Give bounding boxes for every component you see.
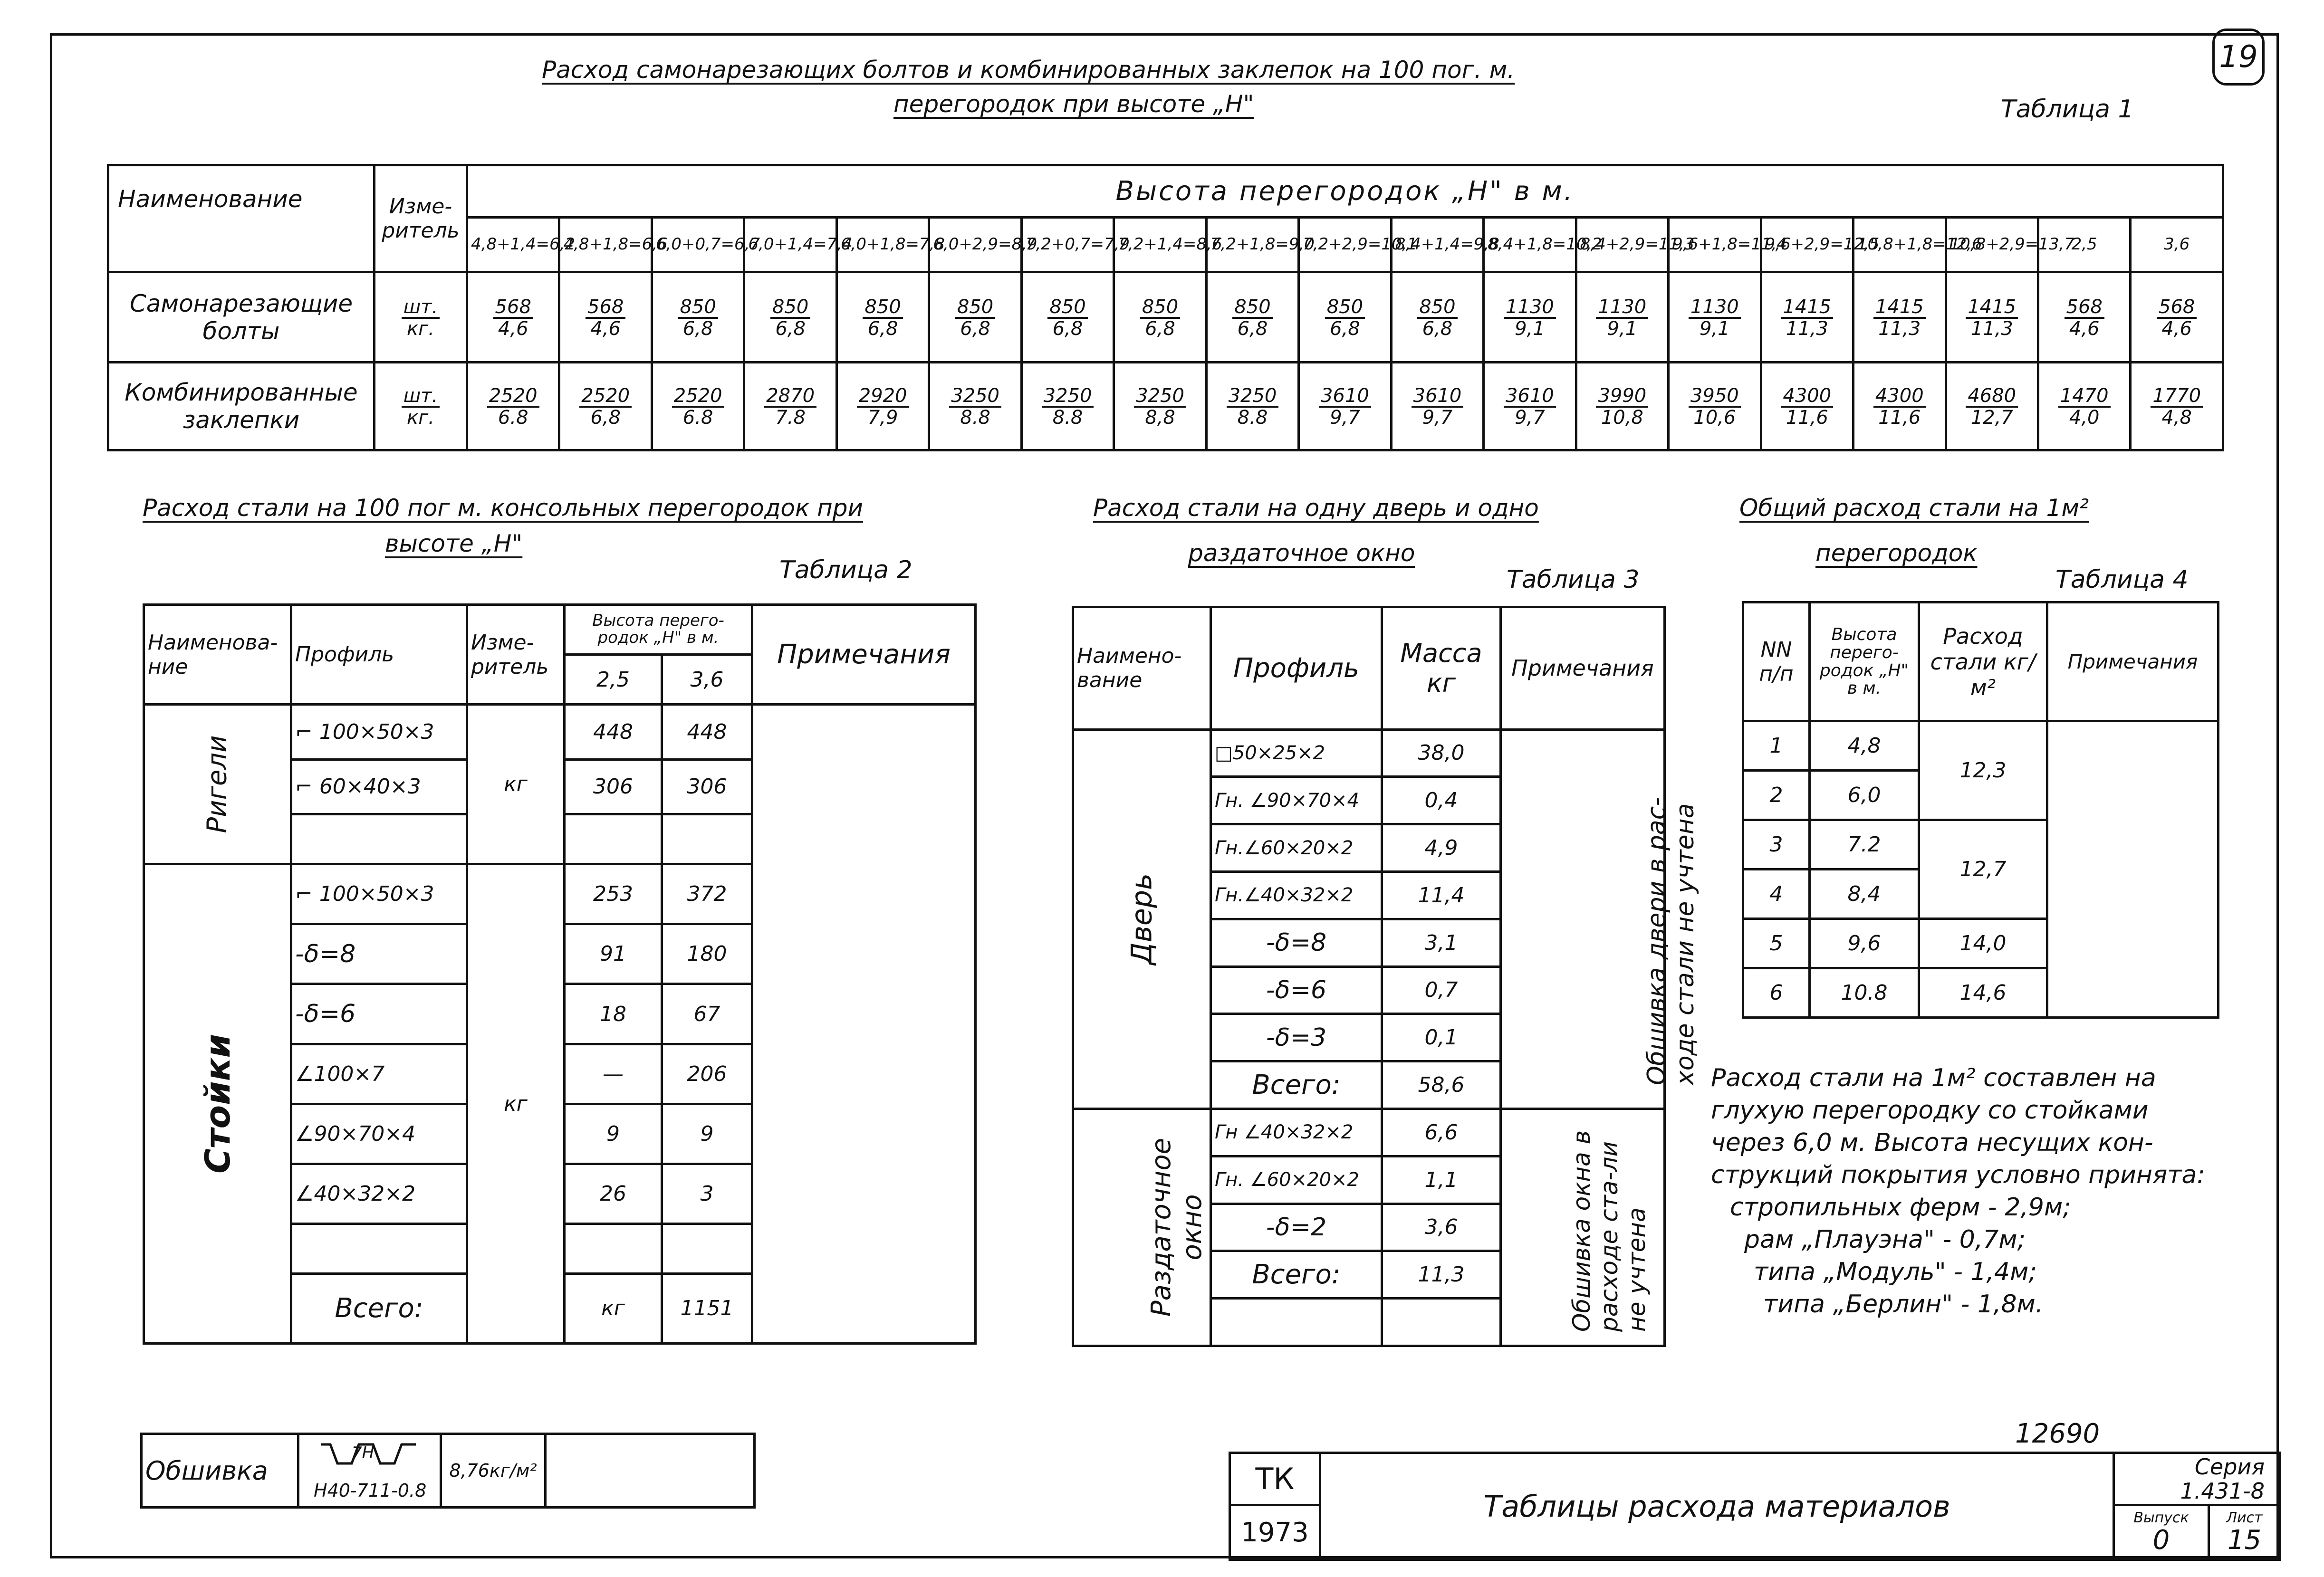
table1-header-unit: Изме-ритель xyxy=(375,165,467,272)
cell-count: 850 xyxy=(955,297,995,319)
stamp-tk: ТК xyxy=(1230,1453,1320,1505)
table4-height: 10.8 xyxy=(1810,968,1919,1018)
table4-header-height: Высота перего-родок „H" в м. xyxy=(1810,602,1919,721)
table4-title-line2: перегородок xyxy=(1815,539,1978,567)
cell-count: 850 xyxy=(1232,297,1272,319)
table1-height-col: 6,0+1,4=7,4 xyxy=(744,218,836,272)
cell-weight: 6.8 xyxy=(682,407,713,429)
table2-value: 18 xyxy=(565,984,662,1044)
table2-unit: кг xyxy=(467,864,565,1344)
table1-row-name: Самонарезающие болты xyxy=(108,272,375,363)
table2-total-v1: 1151 xyxy=(662,1273,752,1343)
table1-header-name: Наименование xyxy=(108,165,375,272)
table1-cell xyxy=(467,272,559,363)
cell-count: 568 xyxy=(2065,297,2104,319)
table1-height-col: 9,6+1,8=11,4 xyxy=(1669,218,1761,272)
cell-weight: 9,1 xyxy=(1607,317,1638,340)
table2-value: 9 xyxy=(565,1104,662,1164)
table3-profile: Гн.∠40×32×2 xyxy=(1211,871,1382,919)
cell-count: 3250 xyxy=(1134,386,1186,408)
cell-weight: 8.8 xyxy=(1237,407,1268,429)
cell-count: 850 xyxy=(1140,297,1180,319)
table1-cell xyxy=(652,363,744,450)
note-line: через 6,0 м. Высота несущих кон- xyxy=(1711,1128,2153,1157)
table3-mass: 11,4 xyxy=(1382,871,1501,919)
table1-cell xyxy=(1299,272,1391,363)
table4-num: 3 xyxy=(1743,820,1810,870)
table3-profile: Гн. ∠90×70×4 xyxy=(1211,777,1382,824)
cell-count: 4300 xyxy=(1873,386,1926,408)
document-number: 12690 xyxy=(2015,1418,2100,1449)
cell-count: 850 xyxy=(678,297,718,319)
unit-top: шт. xyxy=(402,386,440,408)
table1-cell xyxy=(559,363,652,450)
cell-weight: 6,8 xyxy=(1330,317,1360,340)
table2-value: 67 xyxy=(662,984,752,1044)
table2-header-notes: Примечания xyxy=(752,605,976,705)
table1-height-col: 7,2+1,8=9,0 xyxy=(1206,218,1298,272)
table4-height: 7.2 xyxy=(1810,820,1919,870)
table2-group-rigeli: Ригели xyxy=(144,705,291,864)
stamp-issue-value: 0 xyxy=(2152,1524,2170,1556)
cell-count: 4300 xyxy=(1781,386,1833,408)
table1-height-col: 2,5 xyxy=(2038,218,2130,272)
stamp-title: Таблицы расхода материалов xyxy=(1320,1453,2114,1560)
table2-value: 206 xyxy=(662,1044,752,1104)
table2-profile: -δ=6 xyxy=(291,984,467,1044)
table1-cell xyxy=(929,272,1021,363)
table1-cell xyxy=(744,272,836,363)
cell-weight: 6,8 xyxy=(1237,317,1268,340)
table1-cell xyxy=(1391,363,1483,450)
table2-title-line2: высоте „H" xyxy=(385,530,523,557)
cell-weight: 4,6 xyxy=(498,317,528,340)
table3-header-name: Наимено-вание xyxy=(1073,607,1211,730)
table3-door-note: Обшивка двери в рас-ходе стали не учтена xyxy=(1501,729,1665,1109)
cell-weight: 4,6 xyxy=(2069,317,2100,340)
table1-cell xyxy=(1206,272,1298,363)
cell-weight: 6,8 xyxy=(1145,317,1175,340)
table2-caption: Таблица 2 xyxy=(779,556,912,584)
table3-caption: Таблица 3 xyxy=(1507,565,1640,594)
table2-value: 372 xyxy=(662,864,752,924)
table1-cell xyxy=(1299,363,1391,450)
cell-count: 850 xyxy=(1047,297,1087,319)
stamp-issue-label: Выпуск xyxy=(2133,1509,2189,1526)
table2-profile: -δ=8 xyxy=(291,924,467,984)
table3-mass: 0,4 xyxy=(1382,777,1501,824)
page-number-badge: 19 xyxy=(2212,29,2265,86)
table3-profile: Гн.∠60×20×2 xyxy=(1211,824,1382,872)
table1-cell xyxy=(1484,272,1576,363)
table4-notes-cell xyxy=(2047,721,2218,1018)
table4 xyxy=(1742,601,2219,1019)
table1-cell xyxy=(1669,363,1761,450)
table4-num: 1 xyxy=(1743,721,1810,771)
cell-count: 1130 xyxy=(1596,297,1648,319)
table1-row-unit xyxy=(375,272,467,363)
table4-rate: 12,3 xyxy=(1919,721,2047,820)
cell-count: 1130 xyxy=(1689,297,1741,319)
table2-value: 253 xyxy=(565,864,662,924)
cell-weight: 6,8 xyxy=(682,317,713,340)
table1-cell xyxy=(2038,363,2130,450)
cell-weight: 4,0 xyxy=(2069,407,2100,429)
table1-cell xyxy=(652,272,744,363)
table1-height-col: 6,0+1,8=7,8 xyxy=(836,218,929,272)
table3-total-label: Всего: xyxy=(1211,1061,1382,1109)
table3-mass: 6,6 xyxy=(1382,1109,1501,1156)
table1-cell xyxy=(1761,363,1853,450)
table4-header-rate: Расход стали кг/м² xyxy=(1919,602,2047,721)
table1-cell xyxy=(744,363,836,450)
table1-cell xyxy=(836,272,929,363)
table3-header-profile: Профиль xyxy=(1211,607,1382,730)
table1-height-col: 6,0+2,9=8,9 xyxy=(929,218,1021,272)
table1-cell xyxy=(1021,272,1114,363)
table2-profile: ⌐ 100×50×3 xyxy=(291,705,467,760)
table1-height-col: 3,6 xyxy=(2131,218,2223,272)
table1-height-col: 7,2+1,4=8,6 xyxy=(1114,218,1206,272)
cell-weight: 8,8 xyxy=(1145,407,1175,429)
note-line: типа „Берлин" - 1,8м. xyxy=(1763,1290,2044,1319)
table1-cell xyxy=(2131,272,2223,363)
table1-cell xyxy=(1946,272,2038,363)
cell-count: 1770 xyxy=(2151,386,2203,408)
table2-value: 306 xyxy=(565,759,662,814)
cell-count: 1415 xyxy=(1966,297,2018,319)
table3-window-note: Обшивка окна в расходе ста-ли не учтена xyxy=(1501,1109,1665,1346)
table1-caption: Таблица 1 xyxy=(2001,95,2134,124)
cell-weight: 11,6 xyxy=(1786,407,1828,429)
cell-weight: 9,7 xyxy=(1515,407,1545,429)
table2-h2: 3,6 xyxy=(662,655,752,705)
cell-count: 3990 xyxy=(1596,386,1648,408)
cell-weight: 6,8 xyxy=(775,317,806,340)
table3-profile: Гн ∠40×32×2 xyxy=(1211,1109,1382,1156)
table4-height: 9,6 xyxy=(1810,919,1919,968)
table3-title-line2: раздаточное окно xyxy=(1188,539,1415,567)
table3-group-door: Дверь xyxy=(1073,729,1211,1109)
note-line: рам „Плауэна" - 0,7м; xyxy=(1744,1225,2026,1254)
cell-count: 2520 xyxy=(487,386,539,408)
table2-value: 448 xyxy=(565,705,662,760)
table4-num: 4 xyxy=(1743,870,1810,919)
stamp-series xyxy=(2114,1453,2280,1505)
table4-header-num: NN п/п xyxy=(1743,602,1810,721)
table3-header-notes: Примечания xyxy=(1501,607,1665,730)
table2-value: 306 xyxy=(662,759,752,814)
cell-weight: 11,3 xyxy=(1786,317,1828,340)
table1-cell xyxy=(929,363,1021,450)
table1-height-col: 6,0+0,7=6,7 xyxy=(652,218,744,272)
table2-value: 26 xyxy=(565,1164,662,1223)
table1-height-col: 8,4+1,4=9,8 xyxy=(1391,218,1483,272)
note-line: стропильных ферм - 2,9м; xyxy=(1730,1193,2071,1222)
table2-total-unit: кг xyxy=(565,1273,662,1343)
table2-value: — xyxy=(565,1044,662,1104)
table3-title-line1: Расход стали на одну дверь и одно xyxy=(1093,494,1539,522)
unit-bottom: кг. xyxy=(407,317,434,340)
table1-height-col: 7,2+2,9=10,1 xyxy=(1299,218,1391,272)
cladding-box xyxy=(140,1433,756,1509)
table1-height-col: 8,4+2,9=11,3 xyxy=(1576,218,1668,272)
cell-weight: 10,6 xyxy=(1693,407,1736,429)
table4-rate: 14,6 xyxy=(1919,968,2047,1018)
table3-mass: 38,0 xyxy=(1382,729,1501,777)
table3-header-mass: Масса кг xyxy=(1382,607,1501,730)
note-line: Расход стали на 1м² составлен на xyxy=(1711,1064,2156,1092)
cell-weight: 6,8 xyxy=(867,317,898,340)
table1-cell xyxy=(1114,272,1206,363)
table1-height-col: 9,6+2,9=12,5 xyxy=(1761,218,1853,272)
table3-group-window: Раздаточное окно xyxy=(1073,1109,1211,1346)
cell-count: 3250 xyxy=(949,386,1001,408)
cell-weight: 9,1 xyxy=(1515,317,1545,340)
note-line: глухую перегородку со стойками xyxy=(1711,1096,2149,1125)
cell-count: 3610 xyxy=(1319,386,1371,408)
table4-rate: 14,0 xyxy=(1919,919,2047,968)
table1-row-name: Комбинированные заклепки xyxy=(108,363,375,450)
table2-profile: ∠90×70×4 xyxy=(291,1104,467,1164)
table4-title-line1: Общий расход стали на 1м² xyxy=(1739,494,2089,522)
cell-count: 1130 xyxy=(1504,297,1556,319)
table1-cell xyxy=(1853,363,1946,450)
table4-height: 4,8 xyxy=(1810,721,1919,771)
cell-count: 568 xyxy=(586,297,625,319)
table4-height: 6,0 xyxy=(1810,771,1919,820)
table1 xyxy=(107,164,2224,451)
cell-count: 850 xyxy=(1325,297,1365,319)
table2-h1: 2,5 xyxy=(565,655,662,705)
table1-cell xyxy=(2038,272,2130,363)
table3-profile: Гн. ∠60×20×2 xyxy=(1211,1156,1382,1204)
cell-count: 1415 xyxy=(1781,297,1833,319)
table3-profile: -δ=8 xyxy=(1211,919,1382,966)
unit-bottom: кг. xyxy=(407,407,434,429)
table2-total-label: Всего: xyxy=(291,1273,467,1343)
table1-cell xyxy=(1669,272,1761,363)
cell-count: 850 xyxy=(770,297,810,319)
table2-value: 9 xyxy=(662,1104,752,1164)
cell-weight: 4,6 xyxy=(2161,317,2192,340)
cell-count: 850 xyxy=(863,297,903,319)
note-line: струкций покрытия условно принята: xyxy=(1711,1161,2205,1189)
table1-height-col: 4,8+1,8=6,6 xyxy=(559,218,652,272)
table1-cell xyxy=(836,363,929,450)
cell-weight: 7.8 xyxy=(775,407,806,429)
table1-cell xyxy=(1853,272,1946,363)
cell-count: 850 xyxy=(1417,297,1457,319)
cell-weight: 6,8 xyxy=(960,317,990,340)
table2-value: 3 xyxy=(662,1164,752,1223)
table1-cell xyxy=(1206,363,1298,450)
cell-count: 4680 xyxy=(1966,386,2018,408)
table4-header-notes: Примечания xyxy=(2047,602,2218,721)
table3-total-label: Всего: xyxy=(1211,1251,1382,1299)
stamp-sheet-value: 15 xyxy=(2227,1524,2262,1556)
cladding-weight: 8,76кг/м² xyxy=(441,1434,546,1508)
table1-height-col: 7,2+0,7=7,9 xyxy=(1021,218,1114,272)
table2-header-unit: Изме-ритель xyxy=(467,605,565,705)
table3-mass: 0,1 xyxy=(1382,1014,1501,1061)
table4-num: 6 xyxy=(1743,968,1810,1018)
cell-weight: 6,8 xyxy=(1422,317,1453,340)
cell-count: 3610 xyxy=(1504,386,1556,408)
cell-count: 2920 xyxy=(857,386,909,408)
table3-mass: 1,1 xyxy=(1382,1156,1501,1204)
table2 xyxy=(143,603,977,1345)
table2-value: 448 xyxy=(662,705,752,760)
table1-cell xyxy=(2131,363,2223,450)
cell-count: 1415 xyxy=(1873,297,1926,319)
table3-profile: □50×25×2 xyxy=(1211,729,1382,777)
cell-weight: 8.8 xyxy=(960,407,990,429)
table2-title-line1: Расход стали на 100 пог м. консольных перегородок при xyxy=(143,494,863,522)
cell-weight: 6,8 xyxy=(590,407,621,429)
table1-cell xyxy=(559,272,652,363)
table4-rate: 12,7 xyxy=(1919,820,2047,919)
cell-count: 3250 xyxy=(1227,386,1279,408)
table3-mass: 3,6 xyxy=(1382,1204,1501,1251)
table1-cell xyxy=(1761,272,1853,363)
cell-weight: 6,8 xyxy=(1052,317,1083,340)
table1-title-line2: перегородок при высоте „H" xyxy=(893,90,1254,118)
cell-count: 3610 xyxy=(1412,386,1464,408)
cell-weight: 11,6 xyxy=(1878,407,1921,429)
cell-count: 3250 xyxy=(1042,386,1094,408)
stamp-year: 1973 xyxy=(1230,1505,1320,1560)
table2-value: 91 xyxy=(565,924,662,984)
table1-cell xyxy=(1576,272,1668,363)
table4-num: 2 xyxy=(1743,771,1810,820)
table3-mass: 3,1 xyxy=(1382,919,1501,966)
cladding-profile xyxy=(298,1434,441,1508)
table1-height-col: 10,8+1,8=12,6 xyxy=(1853,218,1946,272)
cell-weight: 11,3 xyxy=(1878,317,1921,340)
table2-header-name: Наименова-ние xyxy=(144,605,291,705)
unit-top: шт. xyxy=(402,297,440,319)
table3-profile: -δ=6 xyxy=(1211,966,1382,1014)
cell-weight: 12,7 xyxy=(1970,407,2013,429)
table1-height-col: 8,4+1,8=10,2 xyxy=(1484,218,1576,272)
cell-weight: 10,8 xyxy=(1601,407,1643,429)
cell-weight: 9,1 xyxy=(1700,317,1730,340)
table1-row-unit xyxy=(375,363,467,450)
table1-cell xyxy=(1021,363,1114,450)
title-block xyxy=(1229,1452,2281,1561)
cell-weight: 4,8 xyxy=(2161,407,2192,429)
cell-count: 568 xyxy=(493,297,533,319)
cell-count: 3950 xyxy=(1689,386,1741,408)
table2-profile: ⌐ 60×40×3 xyxy=(291,759,467,814)
cell-weight: 6.8 xyxy=(498,407,528,429)
cell-weight: 11,3 xyxy=(1970,317,2013,340)
table2-profile: ∠100×7 xyxy=(291,1044,467,1104)
cell-count: 1470 xyxy=(2058,386,2111,408)
table2-group-stoiki: Стойки xyxy=(144,864,291,1344)
cladding-label: Обшивка xyxy=(142,1434,298,1508)
cell-count: 2520 xyxy=(579,386,632,408)
cell-weight: 9,7 xyxy=(1422,407,1453,429)
table3-mass: 0,7 xyxy=(1382,966,1501,1014)
table1-height-col: 10,8+2,9=13,7 xyxy=(1946,218,2038,272)
table3 xyxy=(1072,606,1700,1347)
cell-weight: 4,6 xyxy=(590,317,621,340)
cell-weight: 8.8 xyxy=(1052,407,1083,429)
table1-cell xyxy=(1576,363,1668,450)
table2-unit: кг xyxy=(467,705,565,864)
table4-height: 8,4 xyxy=(1810,870,1919,919)
stamp-issue xyxy=(2114,1505,2209,1560)
table1-title-line1: Расход самонарезающих болтов и комбинированных заклепок на 100 пог. м. xyxy=(542,56,1515,84)
table2-profile: ⌐ 100×50×3 xyxy=(291,864,467,924)
stamp-sheet-label: Лист xyxy=(2226,1509,2263,1526)
table3-profile: -δ=3 xyxy=(1211,1014,1382,1061)
table1-height-col: 4,8+1,4=6,2 xyxy=(467,218,559,272)
cell-count: 568 xyxy=(2157,297,2197,319)
table1-cell xyxy=(1484,363,1576,450)
cladding-profile-top: 7H xyxy=(352,1443,375,1462)
table2-header-profile: Профиль xyxy=(291,605,467,705)
table1-header-height: Высота перегородок „H" в м. xyxy=(467,165,2223,218)
cell-weight: 7,9 xyxy=(867,407,898,429)
table1-cell xyxy=(1114,363,1206,450)
cell-weight: 9,7 xyxy=(1330,407,1360,429)
table2-profile: ∠40×32×2 xyxy=(291,1164,467,1223)
table3-profile: -δ=2 xyxy=(1211,1204,1382,1251)
table2-header-height: Высота перего-родок „H" в м. xyxy=(565,605,752,655)
table3-mass: 4,9 xyxy=(1382,824,1501,872)
note-line: типа „Модуль" - 1,4м; xyxy=(1754,1258,2037,1286)
table1-cell xyxy=(1946,363,2038,450)
table3-mass: 58,6 xyxy=(1382,1061,1501,1109)
table3-mass: 11,3 xyxy=(1382,1251,1501,1299)
table4-num: 5 xyxy=(1743,919,1810,968)
table1-cell xyxy=(1391,272,1483,363)
table2-notes-cell xyxy=(752,705,976,1344)
table1-cell xyxy=(467,363,559,450)
stamp-series-value: 1.431-8 xyxy=(2180,1478,2265,1504)
stamp-series-label: Серия xyxy=(2194,1453,2265,1480)
cladding-profile-code: H40-711-0.8 xyxy=(314,1480,427,1501)
stamp-sheet xyxy=(2209,1505,2280,1560)
steel-rate-note xyxy=(1711,1062,2205,1320)
table4-caption: Таблица 4 xyxy=(2055,565,2189,594)
table2-value: 180 xyxy=(662,924,752,984)
cell-count: 2870 xyxy=(764,386,816,408)
cell-count: 2520 xyxy=(672,386,724,408)
